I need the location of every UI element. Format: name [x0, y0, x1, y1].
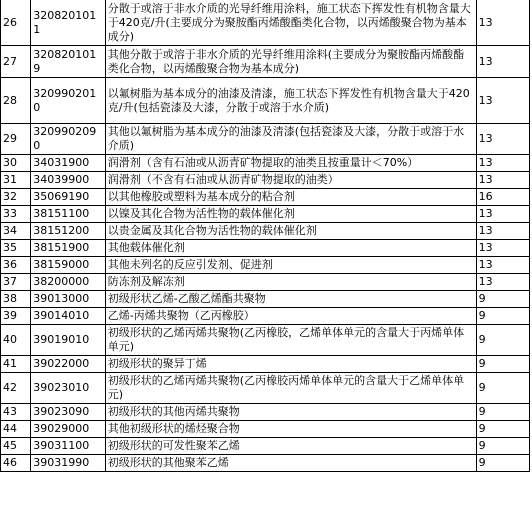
- row-number-cell: 43: [1, 404, 31, 421]
- rate-cell: 9: [476, 291, 529, 308]
- hs-code-cell: 38151200: [31, 223, 106, 240]
- description-cell: 其他载体催化剂: [105, 240, 476, 257]
- hs-code-cell: 3209902010: [31, 78, 106, 124]
- rate-cell: 9: [476, 325, 529, 356]
- rate-cell: 9: [476, 438, 529, 455]
- table-row: [1, 455, 530, 472]
- row-number-cell: 26: [1, 0, 31, 46]
- rate-cell: 16: [476, 189, 529, 206]
- table-row: [1, 373, 530, 404]
- row-number-cell: 46: [1, 455, 31, 472]
- table-row: [1, 0, 530, 46]
- table-row: [1, 291, 530, 308]
- row-number-cell: 29: [1, 124, 31, 155]
- rate-cell: 9: [476, 455, 529, 472]
- table-row: [1, 404, 530, 421]
- description-cell: 以贵金属及其化合物为活性物的载体催化剂: [105, 223, 476, 240]
- description-cell: 其他未列名的反应引发剂、促进剂: [105, 257, 476, 274]
- hs-code-cell: 39031990: [31, 455, 106, 472]
- row-number-cell: 37: [1, 274, 31, 291]
- rate-cell: 9: [476, 373, 529, 404]
- table-row: [1, 189, 530, 206]
- row-number-cell: 30: [1, 155, 31, 172]
- row-number-cell: 28: [1, 78, 31, 124]
- table-row: [1, 438, 530, 455]
- table-row: [1, 124, 530, 155]
- rate-cell: 13: [476, 223, 529, 240]
- table-row: [1, 274, 530, 291]
- rate-cell: 13: [476, 240, 529, 257]
- rate-cell: 9: [476, 356, 529, 373]
- rate-cell: 13: [476, 124, 529, 155]
- rate-cell: 13: [476, 78, 529, 124]
- description-cell: 其他初级形状的烯烃聚合物: [105, 421, 476, 438]
- hs-code-cell: 34031900: [31, 155, 106, 172]
- row-number-cell: 40: [1, 325, 31, 356]
- description-cell: 初级形状的可发性聚苯乙烯: [105, 438, 476, 455]
- description-cell: 初级形状的聚异丁烯: [105, 356, 476, 373]
- description-cell: 初级形状的其他聚苯乙烯: [105, 455, 476, 472]
- rate-cell: 13: [476, 155, 529, 172]
- row-number-cell: 39: [1, 308, 31, 325]
- description-cell: 其他分散于或溶于非水介质的光导纤维用涂料(主要成分为聚胺酯丙烯酸酯类化合物，以丙烯酸聚合物为基本成分): [105, 46, 476, 78]
- table-row: [1, 308, 530, 325]
- description-cell: 防冻剂及解冻剂: [105, 274, 476, 291]
- table-row: [1, 206, 530, 223]
- rate-cell: 9: [476, 308, 529, 325]
- description-cell: 以镍及其化合物为活性物的载体催化剂: [105, 206, 476, 223]
- rate-cell: 13: [476, 274, 529, 291]
- hs-code-cell: 39031100: [31, 438, 106, 455]
- hs-code-cell: 34039900: [31, 172, 106, 189]
- rate-cell: 13: [476, 206, 529, 223]
- description-cell: 润滑剂（含有石油或从沥青矿物提取的油类且按重量计＜70%）: [105, 155, 476, 172]
- hs-code-cell: 38151900: [31, 240, 106, 257]
- description-cell: 初级形状的其他丙烯共聚物: [105, 404, 476, 421]
- hs-code-cell: 3208201019: [31, 46, 106, 78]
- rate-cell: 13: [476, 0, 529, 46]
- description-cell: 乙烯-丙烯共聚物（乙丙橡胶）: [105, 308, 476, 325]
- hs-code-cell: 38159000: [31, 257, 106, 274]
- description-cell: 分散于或溶于非水介质的光导纤维用涂料，施工状态下挥发性有机物含量大于420克/升(主要成分为聚胺酯丙烯酸酯类化合物，以丙烯酸聚合物为基本成分): [105, 0, 476, 46]
- hs-code-cell: 39029000: [31, 421, 106, 438]
- description-cell: 以氟树脂为基本成分的油漆及清漆，施工状态下挥发性有机物含量大于420克/升(包括瓷漆及大漆，分散于或溶于水介质): [105, 78, 476, 124]
- hs-code-cell: 39014010: [31, 308, 106, 325]
- row-number-cell: 35: [1, 240, 31, 257]
- row-number-cell: 38: [1, 291, 31, 308]
- description-cell: 其他以氟树脂为基本成分的油漆及清漆(包括瓷漆及大漆，分散于或溶于水介质): [105, 124, 476, 155]
- table-row: [1, 172, 530, 189]
- table-body: [1, 0, 530, 472]
- rate-cell: 9: [476, 404, 529, 421]
- description-cell: 初级形状乙烯-乙酸乙烯酯共聚物: [105, 291, 476, 308]
- description-cell: 初级形状的乙烯丙烯共聚物(乙丙橡胶，乙烯单体单元的含量大于丙烯单体单元): [105, 325, 476, 356]
- row-number-cell: 31: [1, 172, 31, 189]
- row-number-cell: 41: [1, 356, 31, 373]
- rate-cell: 13: [476, 172, 529, 189]
- hs-code-cell: 35069190: [31, 189, 106, 206]
- table-row: [1, 155, 530, 172]
- row-number-cell: 42: [1, 373, 31, 404]
- table-row: [1, 325, 530, 356]
- rate-cell: 13: [476, 257, 529, 274]
- hs-code-cell: 3208201011: [31, 0, 106, 46]
- hs-code-cell: 39022000: [31, 356, 106, 373]
- description-cell: 润滑剂（不含有石油或从沥青矿物提取的油类）: [105, 172, 476, 189]
- row-number-cell: 45: [1, 438, 31, 455]
- table-row: [1, 421, 530, 438]
- hs-code-cell: 39013000: [31, 291, 106, 308]
- row-number-cell: 32: [1, 189, 31, 206]
- row-number-cell: 34: [1, 223, 31, 240]
- hs-code-cell: 39023090: [31, 404, 106, 421]
- row-number-cell: 36: [1, 257, 31, 274]
- table-row: [1, 356, 530, 373]
- row-number-cell: 44: [1, 421, 31, 438]
- row-number-cell: 27: [1, 46, 31, 78]
- description-cell: 以其他橡胶或塑料为基本成分的粘合剂: [105, 189, 476, 206]
- hs-code-cell: 39019010: [31, 325, 106, 356]
- table-row: [1, 223, 530, 240]
- table-row: [1, 78, 530, 124]
- hs-code-cell: 39023010: [31, 373, 106, 404]
- description-cell: 初级形状的乙烯丙烯共聚物(乙丙橡胶丙烯单体单元的含量大于乙烯单体单元): [105, 373, 476, 404]
- hs-code-cell: 3209902090: [31, 124, 106, 155]
- rate-cell: 9: [476, 421, 529, 438]
- rate-cell: 13: [476, 46, 529, 78]
- hs-code-cell: 38200000: [31, 274, 106, 291]
- table-row: [1, 46, 530, 78]
- table-row: [1, 240, 530, 257]
- table-row: [1, 257, 530, 274]
- row-number-cell: 33: [1, 206, 31, 223]
- hs-code-cell: 38151100: [31, 206, 106, 223]
